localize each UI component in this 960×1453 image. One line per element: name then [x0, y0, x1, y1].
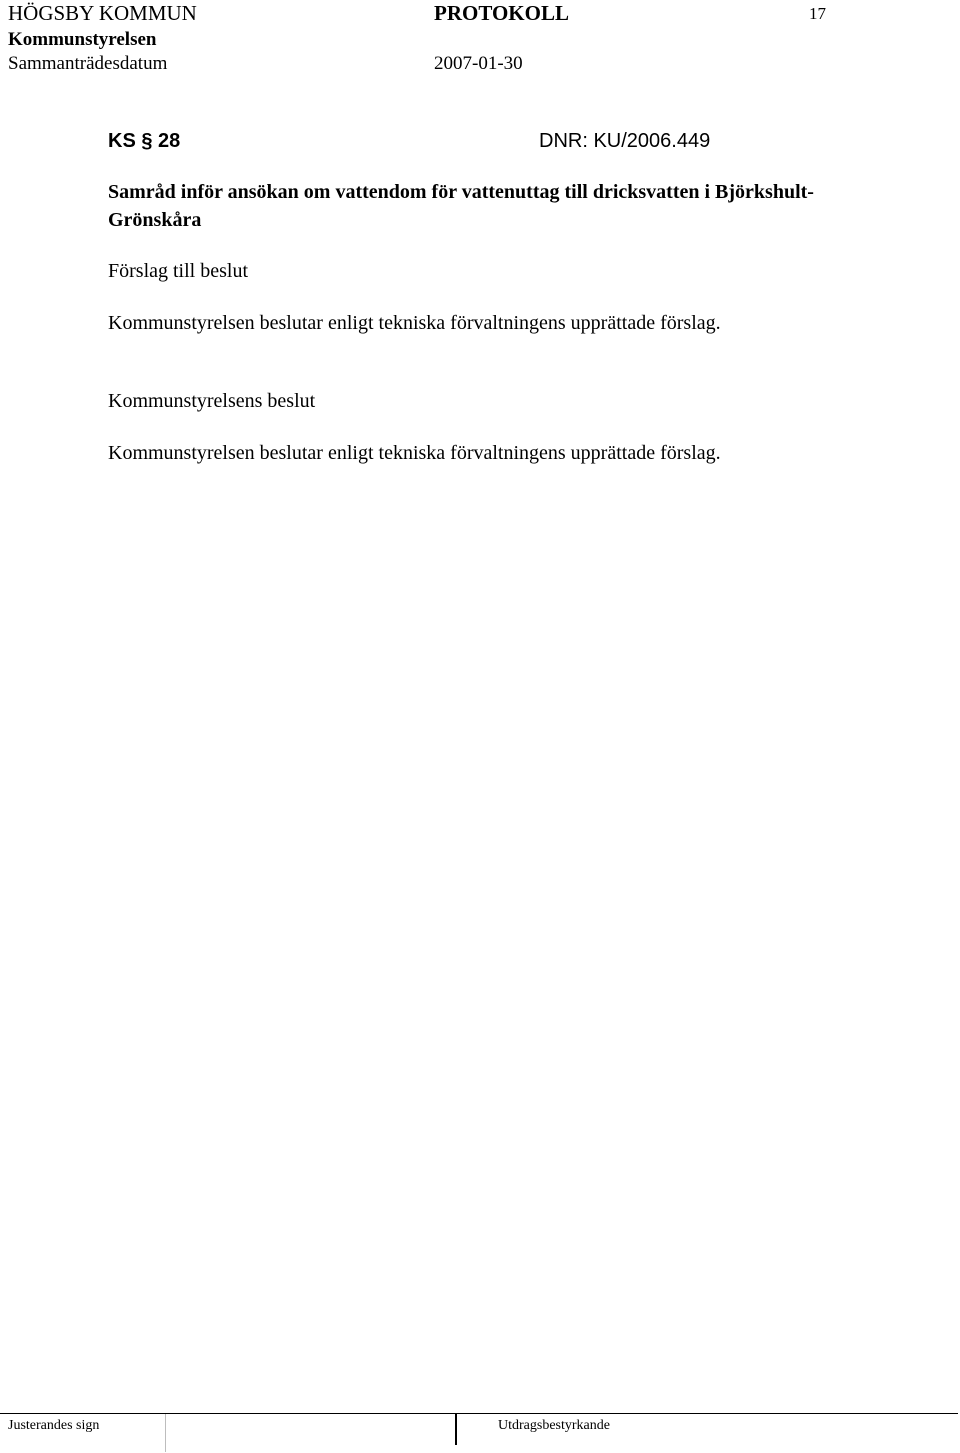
governing-body: Kommunstyrelsen [8, 29, 157, 50]
section-heading-proposal: Förslag till beslut [108, 260, 248, 282]
case-title: Samråd inför ansökan om vattendom för vattenuttag till dricksvatten i Björkshult-Grönskåra [108, 181, 814, 231]
footer-divider [455, 1413, 457, 1445]
section-heading-decision: Kommunstyrelsens beslut [108, 390, 316, 412]
meeting-date-label: Sammanträdesdatum [8, 53, 168, 74]
organization-name: HÖGSBY KOMMUN [8, 1, 197, 25]
document-type: PROTOKOLL [434, 1, 569, 25]
meeting-date-value: 2007-01-30 [434, 53, 523, 74]
page-number: 17 [809, 4, 826, 23]
case-number: KS § 28 [108, 130, 181, 152]
footer-rule [0, 1413, 958, 1414]
section-text-decision: Kommunstyrelsen beslutar enligt tekniska förvaltningens upprättade förslag. [108, 442, 721, 464]
footer-signature-label: Justerandes sign [8, 1418, 100, 1433]
footer-certification-label: Utdragsbestyrkande [498, 1418, 610, 1433]
case-registration-number: DNR: KU/2006.449 [539, 130, 711, 152]
section-text-proposal: Kommunstyrelsen beslutar enligt tekniska förvaltningens upprättade förslag. [108, 312, 721, 334]
footer-signature-box-divider [165, 1414, 166, 1452]
